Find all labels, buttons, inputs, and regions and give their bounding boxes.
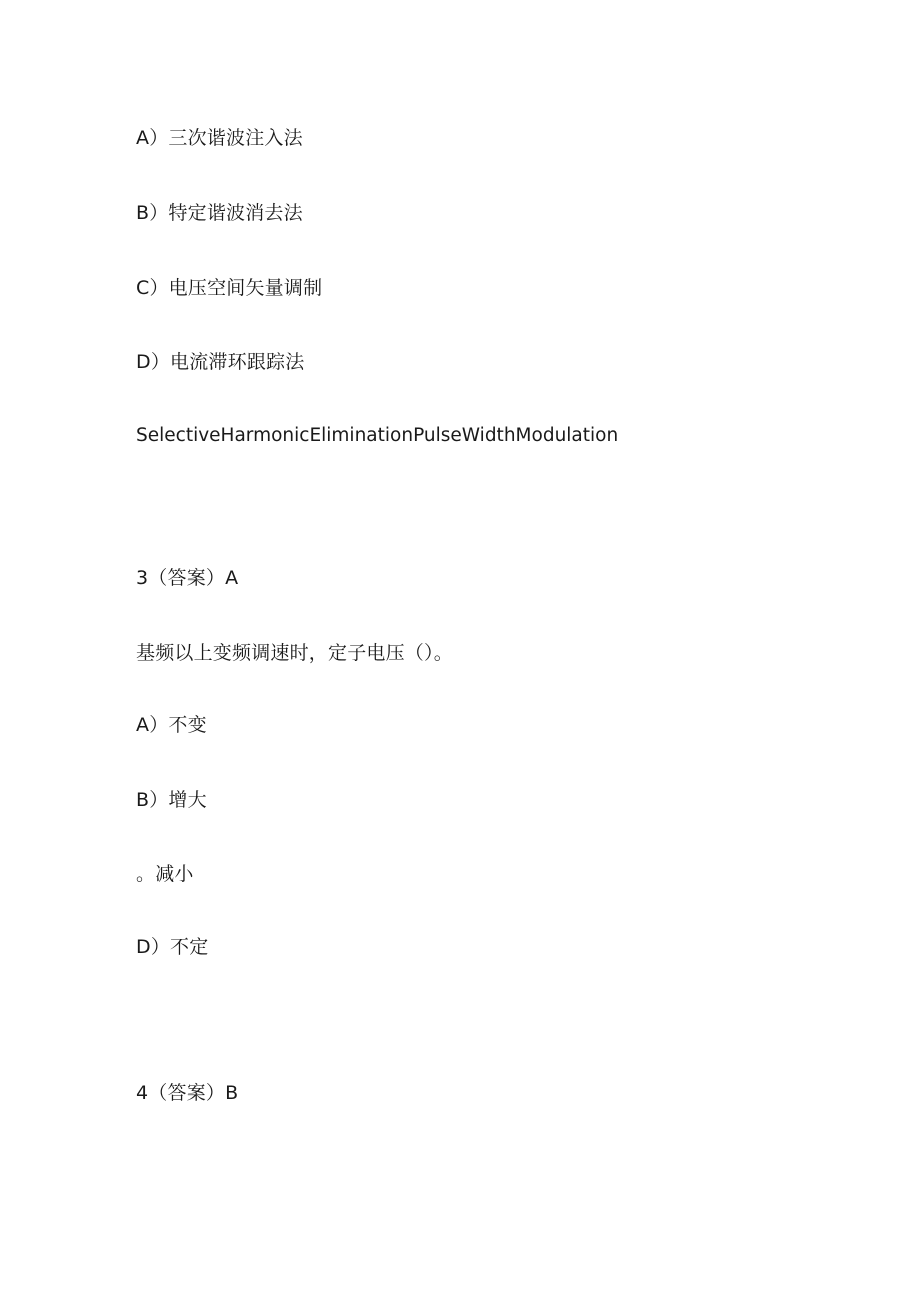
q2-option-c: C）电压空间矢量调制 [136, 277, 323, 299]
q2-note: SelectiveHarmonicEliminationPulseWidthModulation [136, 425, 619, 446]
answer-4: 4（答案）B [136, 1082, 239, 1104]
q2-option-d: D）电流滞环跟踪法 [136, 351, 305, 373]
q4-option-c: 。减小 [136, 863, 194, 885]
q4-option-b: B）增大 [136, 789, 207, 811]
q2-option-a: A）三次谐波注入法 [136, 127, 303, 149]
q4-option-d: D）不定 [136, 936, 209, 958]
answer-3: 3（答案）A [136, 567, 239, 589]
q2-option-b: B）特定谐波消去法 [136, 202, 303, 224]
q4-stem: 基频以上变频调速时，定子电压（）。 [136, 642, 453, 664]
q4-option-a: A）不变 [136, 714, 207, 736]
